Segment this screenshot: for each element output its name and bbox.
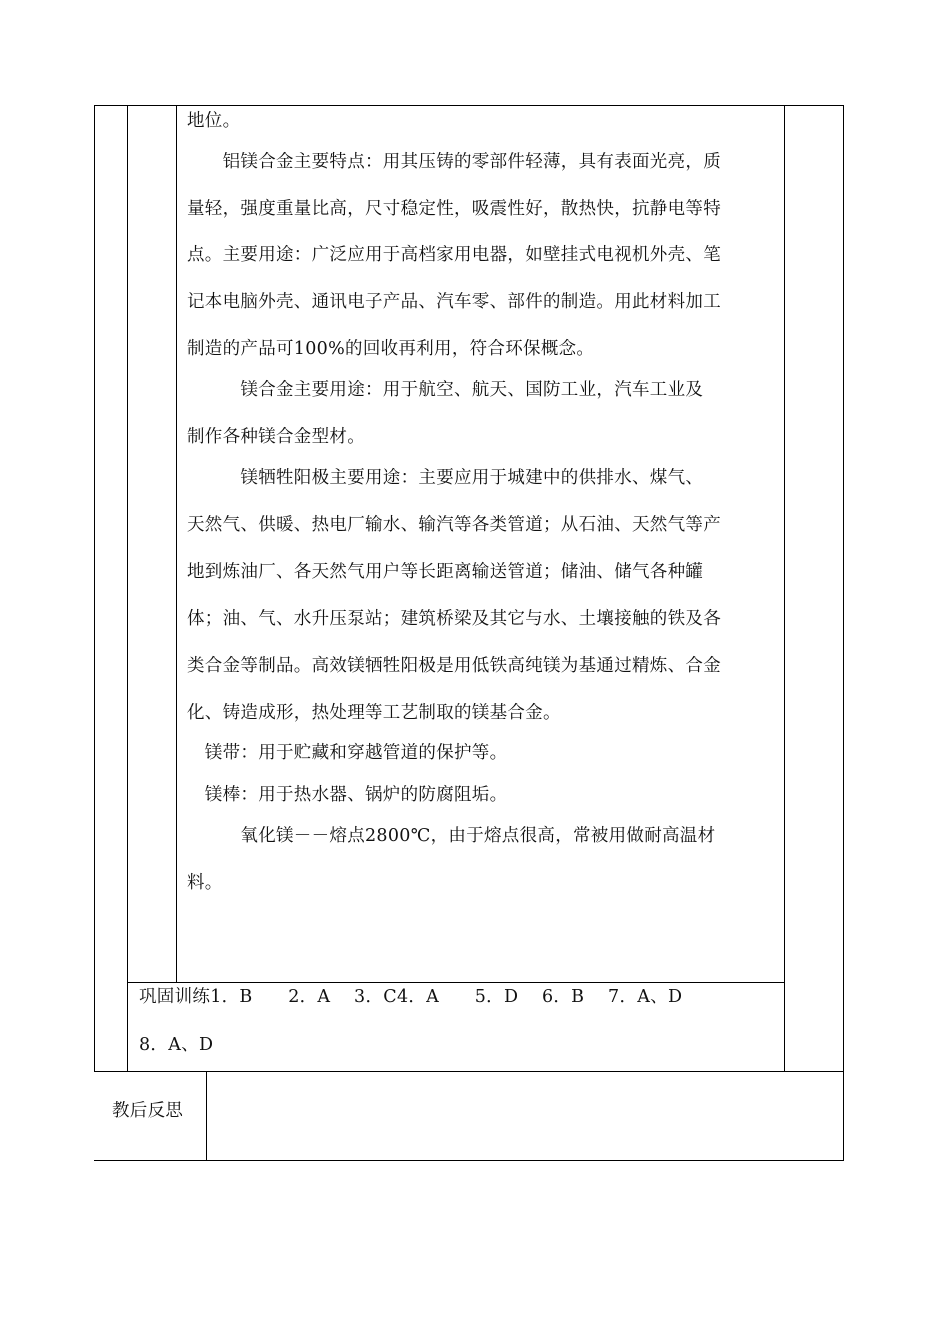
table-left-border [94, 105, 95, 1072]
content-line: 天然气、供暖、热电厂输水、输汽等各类管道；从石油、天然气等产 [187, 515, 721, 535]
table-top-border [94, 105, 843, 106]
content-line: 镁合金主要用途：用于航空、航天、国防工业，汽车工业及 [187, 380, 704, 400]
practice-answers-line: 巩固训练1．B 2．A 3．C4．A 5．D 6．B 7．A、D [139, 987, 683, 1007]
content-line: 量轻，强度重量比高，尺寸稳定性，吸震性好，散热快，抗静电等特 [187, 199, 721, 219]
content-line: 类合金等制品。高效镁牺牲阳极是用低铁高纯镁为基通过精炼、合金 [187, 656, 721, 676]
column-divider-1 [127, 105, 128, 1072]
content-line: 镁棒：用于热水器、锅炉的防腐阻垢。 [187, 785, 508, 805]
reflection-divider [206, 1071, 207, 1161]
content-line: 地到炼油厂、各天然气用户等长距离输送管道；储油、储气各种罐 [187, 562, 704, 582]
content-line: 制造的产品可100%的回收再利用，符合环保概念。 [187, 339, 595, 359]
content-line: 体；油、气、水升压泵站；建筑桥梁及其它与水、土壤接触的铁及各 [187, 609, 721, 629]
content-line: 地位。 [187, 111, 241, 131]
content-line: 镁牺牲阳极主要用途：主要应用于城建中的供排水、煤气、 [187, 468, 704, 488]
table-bottom-border [94, 1160, 843, 1161]
column-divider-2 [176, 105, 177, 983]
content-line: 点。主要用途：广泛应用于高档家用电器，如壁挂式电视机外壳、笔 [187, 245, 721, 265]
column-divider-3 [784, 105, 785, 1072]
content-line: 化、铸造成形，热处理等工艺制取的镁基合金。 [187, 703, 561, 723]
content-line: 镁带：用于贮藏和穿越管道的保护等。 [187, 743, 508, 763]
content-line: 氧化镁－－熔点2800℃，由于熔点很高，常被用做耐高温材 [187, 826, 716, 846]
reflection-content-cell[interactable] [208, 1073, 841, 1159]
table-right-border [843, 105, 844, 1161]
reflection-label: 教后反思 [112, 1101, 184, 1121]
content-line: 制作各种镁合金型材。 [187, 427, 365, 447]
content-bottom-border [127, 982, 785, 983]
practice-answers-line: 8．A、D [139, 1035, 214, 1055]
content-line: 铝镁合金主要特点：用其压铸的零部件轻薄，具有表面光亮，质 [187, 152, 721, 172]
content-line: 料。 [187, 873, 223, 893]
content-line: 记本电脑外壳、通讯电子产品、汽车零、部件的制造。用此材料加工 [187, 292, 721, 312]
